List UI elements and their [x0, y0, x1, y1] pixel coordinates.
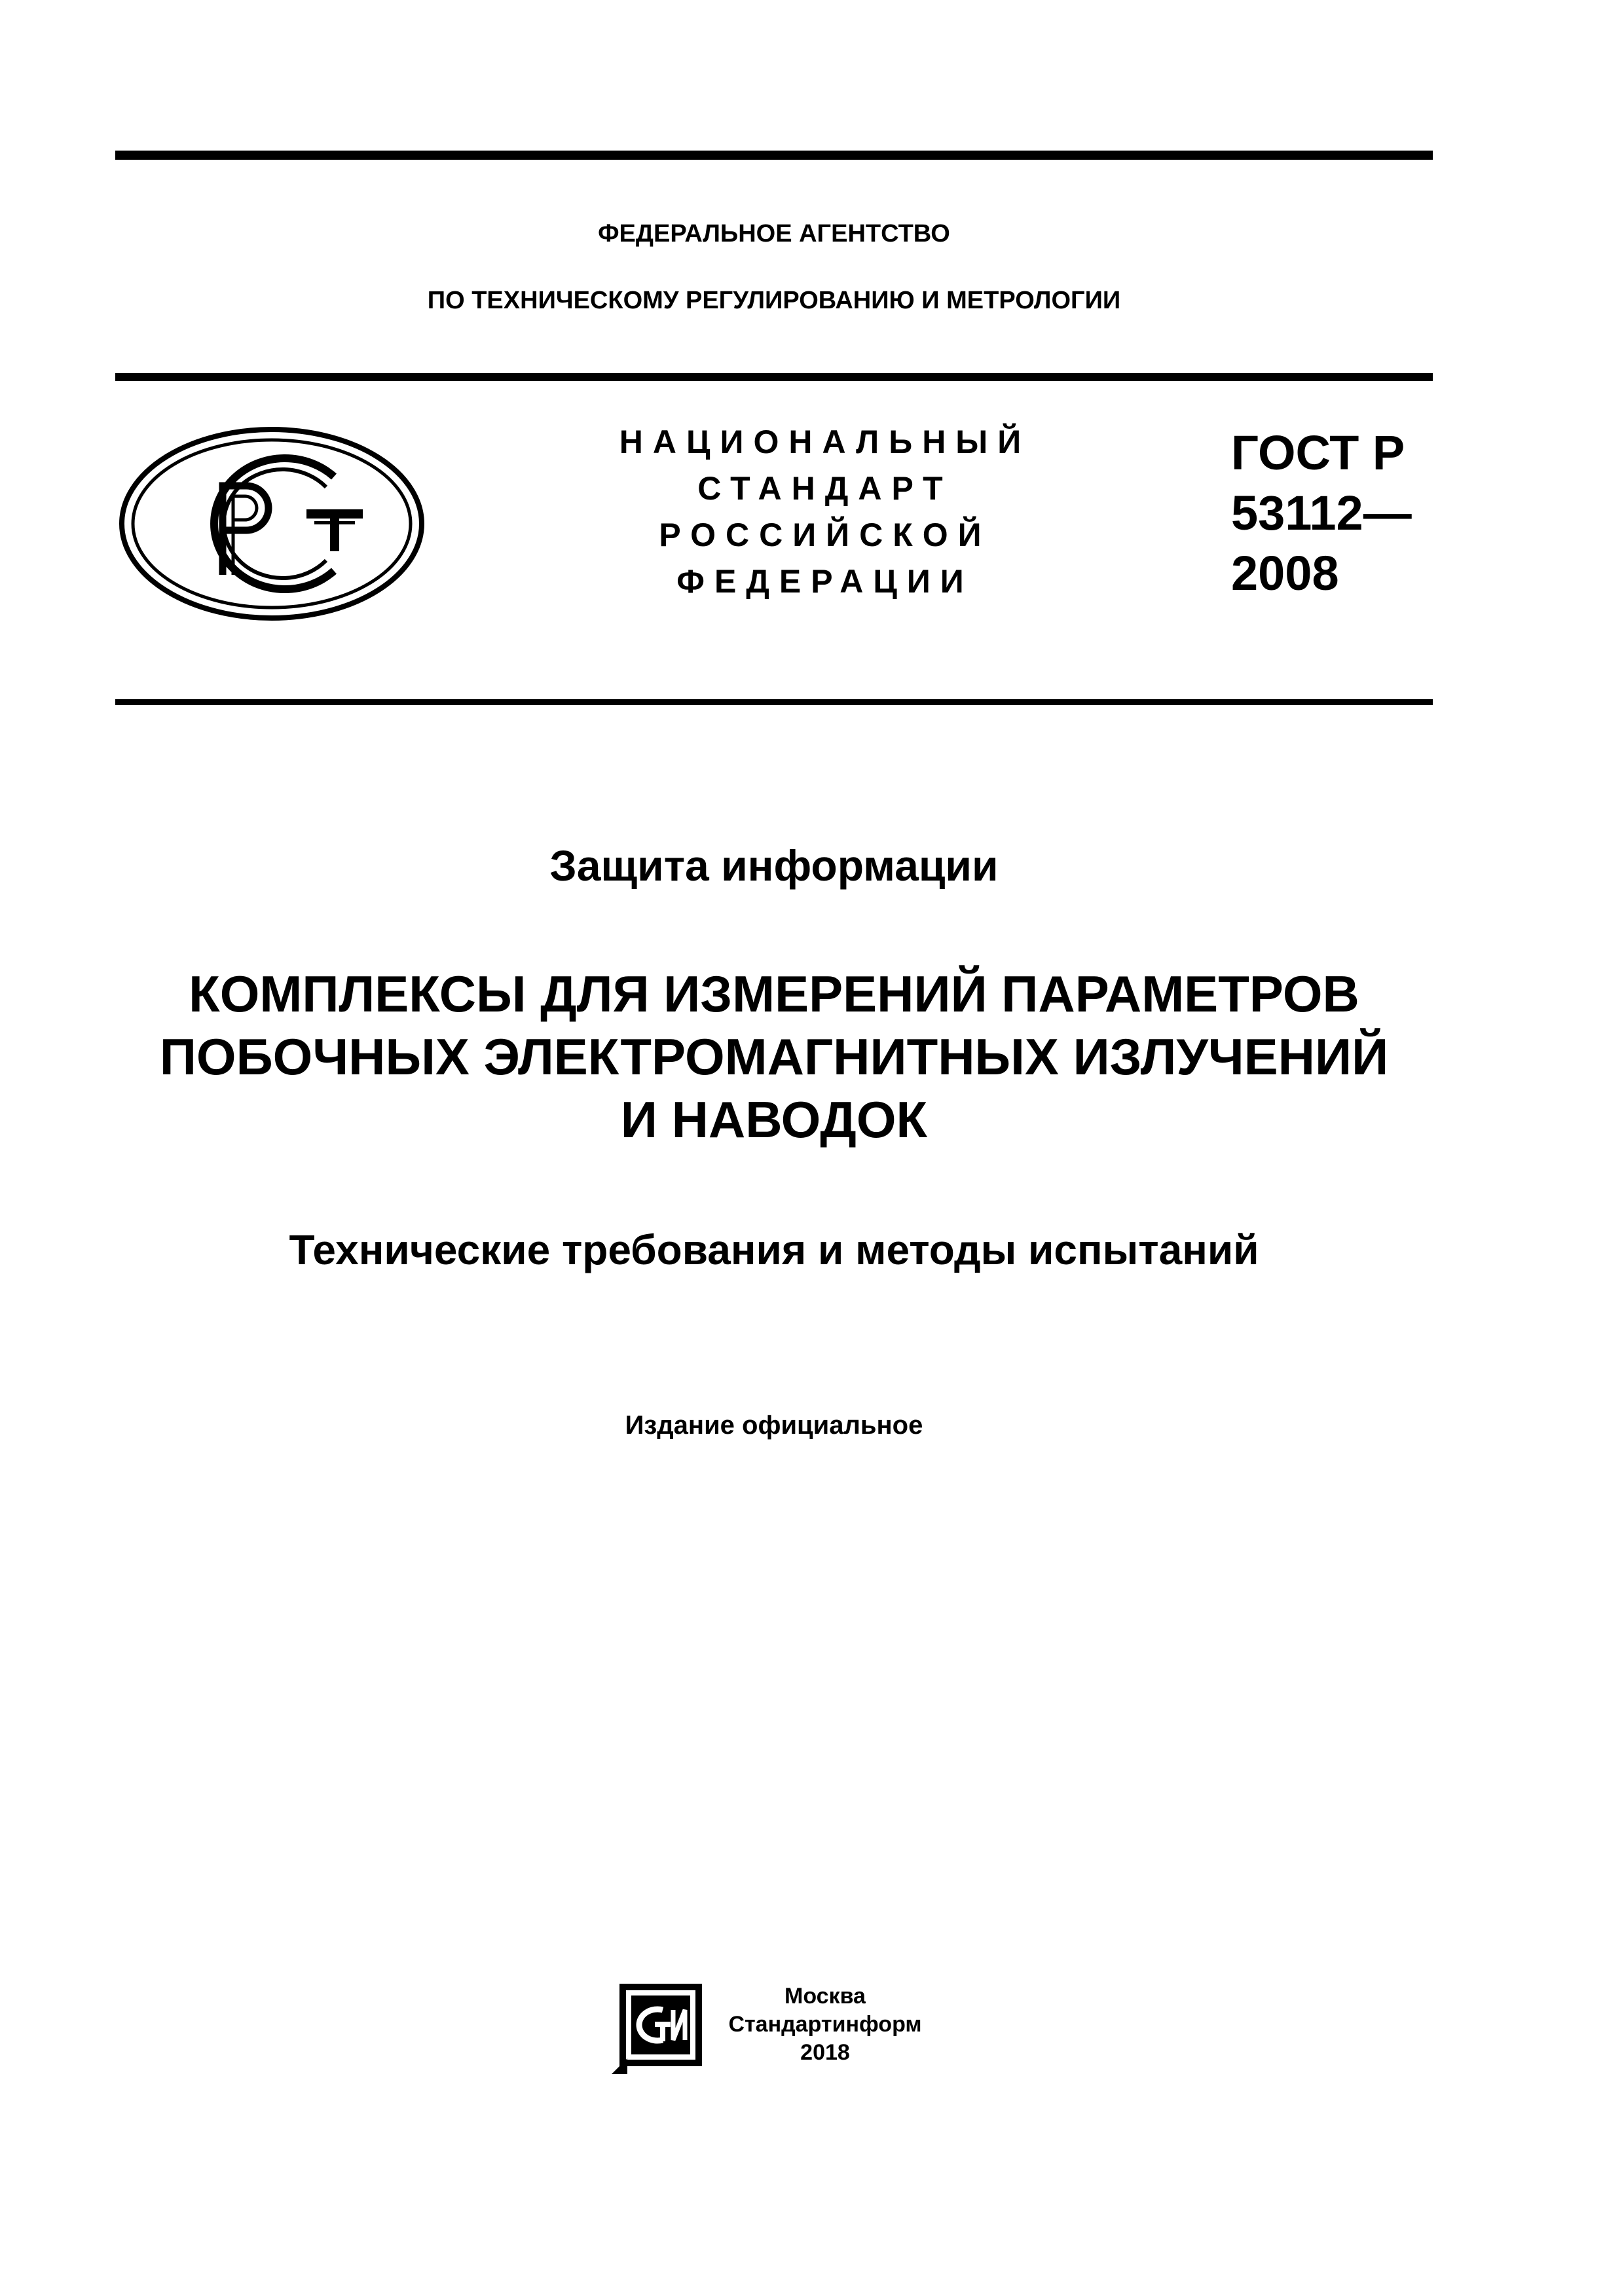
document-subtitle: Технические требования и методы испытаний: [289, 1226, 1259, 1273]
standard-kind: [576, 419, 1074, 605]
publisher-city: Москва: [784, 1984, 866, 2009]
standard-kind-line: НАЦИОНАЛЬНЫЙ: [619, 424, 1031, 460]
agency-line-2: ПО ТЕХНИЧЕСКОМУ РЕГУЛИРОВАНИЮ И МЕТРОЛОГИИ: [427, 287, 1121, 314]
document-subject: Защита информации: [549, 841, 999, 890]
title-line: ПОБОЧНЫХ ЭЛЕКТРОМАГНИТНЫХ ИЗЛУЧЕНИЙ: [159, 1028, 1389, 1085]
bottom-rule: [115, 699, 1433, 705]
top-rule: [115, 151, 1433, 160]
standard-kind-line: РОССИЙСКОЙ: [659, 517, 991, 553]
designation-line: 53112—: [1231, 486, 1412, 540]
publisher-name: Стандартинформ: [728, 2012, 922, 2037]
title-line: КОМПЛЕКСЫ ДЛЯ ИЗМЕРЕНИЙ ПАРАМЕТРОВ: [189, 965, 1359, 1023]
standard-kind-line: СТАНДАРТ: [697, 470, 953, 507]
designation-line: ГОСТ Р: [1231, 426, 1405, 480]
edition-label: Издание официальное: [625, 1411, 923, 1440]
document-title: [115, 962, 1433, 1151]
standard-kind-line: ФЕДЕРАЦИИ: [676, 563, 974, 600]
title-line: И НАВОДОК: [620, 1091, 928, 1148]
publication-year: 2018: [800, 2040, 850, 2065]
designation-line: 2008: [1231, 546, 1339, 600]
publisher-imprint: [727, 1982, 923, 2067]
rst-emblem-icon: [118, 426, 426, 622]
standard-designation: [1231, 423, 1412, 604]
middle-rule: [115, 373, 1433, 381]
standartinform-logo-icon: [612, 1976, 710, 2074]
agency-line-1: ФЕДЕРАЛЬНОЕ АГЕНТСТВО: [598, 220, 950, 247]
